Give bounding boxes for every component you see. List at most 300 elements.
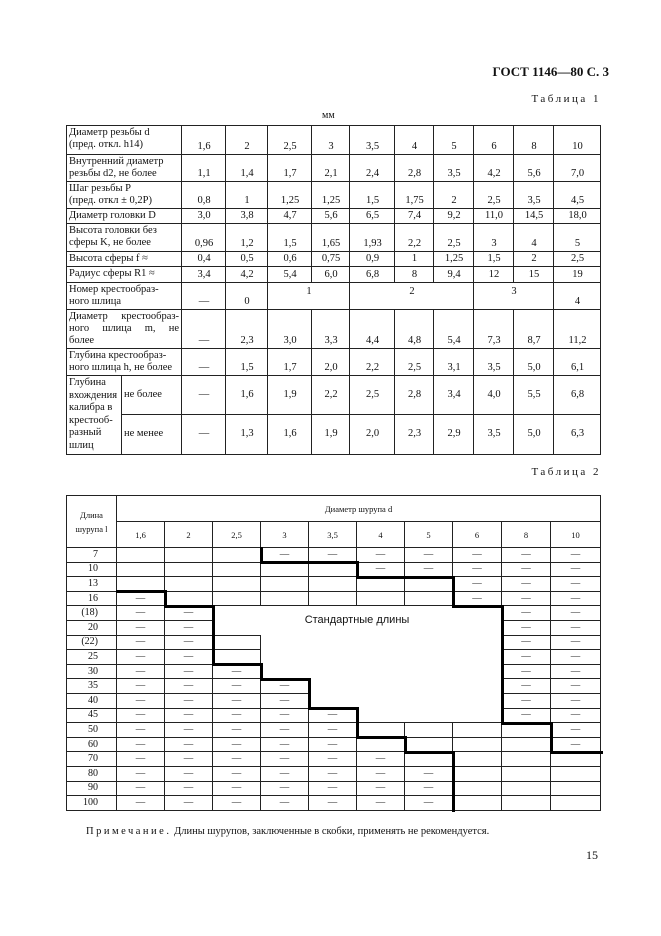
cell: 5,5 [514,376,554,415]
table-cell [405,635,453,650]
table-cell: — [117,796,165,811]
table-cell [405,591,453,606]
table-cell: — [551,737,601,752]
table-cell: — [453,591,502,606]
table1 [66,125,601,455]
cell: 1,93 [350,224,395,252]
row-d2 [67,155,601,182]
row-label: Радиус сферы R1 ≈ [67,267,182,283]
table-cell [309,577,357,592]
table-cell: — [502,577,551,592]
table-cell: — [309,781,357,796]
cell: 2 [226,126,268,155]
cell: 2,5 [434,224,474,252]
table-cell: — [405,548,453,563]
cell: 4,2 [474,155,514,182]
cell: 2,3 [395,415,434,454]
table-cell [357,737,405,752]
table-cell [502,781,551,796]
table-cell [213,635,261,650]
table-cell [405,577,453,592]
col-header: 6 [453,522,502,548]
cell: 0,75 [312,252,350,267]
note-prefix: Примечание. [86,826,172,837]
table-cell: — [165,635,213,650]
row-label: Высота сферы f ≈ [67,252,182,267]
table-row [67,562,601,577]
cell: 4 [514,224,554,252]
cell: 5,6 [514,155,554,182]
table-cell: — [165,650,213,665]
table-cell: — [213,708,261,723]
table-cell: — [117,664,165,679]
cell: 2,5 [395,349,434,376]
cell: 4 [395,126,434,155]
cell: 5,0 [514,415,554,454]
table2-caption: Таблица 2 [531,466,601,478]
table-cell: — [165,620,213,635]
table-cell: — [213,664,261,679]
table-cell: — [502,562,551,577]
table-cell: — [261,723,309,738]
row-D [67,209,601,224]
row-d [67,126,601,155]
cell: 2,5 [554,252,601,267]
row-R [67,267,601,283]
table-row [67,723,601,738]
note [86,826,489,837]
cell: 1 [226,182,268,209]
table-cell [165,548,213,563]
cell: 12 [474,267,514,283]
cell: 3,3 [312,310,350,349]
sub-label: не более [122,376,182,415]
cell: 3,8 [226,209,268,224]
cell: 4,7 [268,209,312,224]
cell: — [182,349,226,376]
row-m [67,310,601,349]
table-cell [502,796,551,811]
cell: 9,2 [434,209,474,224]
t2-header-top [67,496,601,522]
row-gauge-max [67,376,601,415]
col-header: 8 [502,522,551,548]
table-cell [551,752,601,767]
table-cell: — [453,577,502,592]
table-cell: — [502,650,551,665]
table-cell: — [551,635,601,650]
cell: 1 [395,252,434,267]
table-cell [453,796,502,811]
table-cell: — [165,606,213,621]
table-cell: — [165,796,213,811]
cell: 8,7 [514,310,554,349]
cell: 0,6 [268,252,312,267]
table-cell: — [117,752,165,767]
row-f [67,252,601,267]
length-cell: 16 [67,591,117,606]
table-row [67,650,601,665]
row-K [67,224,601,252]
table-cell [261,664,309,679]
cell: 6,1 [554,349,601,376]
table-cell [453,650,502,665]
table-cell: — [165,664,213,679]
table-cell [357,693,405,708]
cell: 8 [514,126,554,155]
cell: 3,4 [182,267,226,283]
row-label: Глубина крестообраз- ного шлица h, не более [67,349,182,376]
table-cell: — [117,679,165,694]
table-cell [357,635,405,650]
cell: 0,4 [182,252,226,267]
table-cell: — [405,766,453,781]
t2-header-cols [67,522,601,548]
table-cell: — [261,781,309,796]
length-header: Длина шурупа l [67,496,117,548]
table-cell: — [453,562,502,577]
table-cell: — [213,752,261,767]
cell: 11,2 [554,310,601,349]
page-header: ГОСТ 1146—80 С. 3 [492,64,609,79]
col-header: 4 [357,522,405,548]
cell: 3 [312,126,350,155]
cell: 6,0 [312,267,350,283]
table-cell: — [309,723,357,738]
cell: 1,7 [268,155,312,182]
table-row [67,577,601,592]
table-cell [213,548,261,563]
table-cell [405,737,453,752]
table-cell [309,679,357,694]
table-cell: — [309,796,357,811]
col-header: 10 [551,522,601,548]
table-cell: — [551,577,601,592]
cell: 1,1 [182,155,226,182]
cell: 2,5 [474,182,514,209]
cell: 2 [350,283,474,310]
table-cell [405,679,453,694]
length-cell: 35 [67,679,117,694]
gauge-label: Глубина вхождения калибра в крестооб- разный шлиц [67,376,122,455]
cell: 5,6 [312,209,350,224]
col-header: 1,6 [117,522,165,548]
row-label: Шаг резьбы P (пред. откл ± 0,2P) [67,182,182,209]
table-cell [357,664,405,679]
length-cell: (18) [67,606,117,621]
table-cell: — [357,796,405,811]
cell: 1,5 [350,182,395,209]
cell: 0,96 [182,224,226,252]
table-cell: — [213,737,261,752]
cell: 6 [474,126,514,155]
table1-unit: мм [322,110,335,121]
table-cell [261,635,309,650]
table-cell [117,548,165,563]
table-cell: — [261,693,309,708]
cell: 2 [514,252,554,267]
cell: 1,65 [312,224,350,252]
cell: 1,9 [268,376,312,415]
table-row [67,635,601,650]
cell: 2,4 [350,155,395,182]
length-cell: (22) [67,635,117,650]
table-cell: — [357,752,405,767]
table-row [67,693,601,708]
cell: 2,8 [395,376,434,415]
table-cell [405,650,453,665]
cell: 18,0 [554,209,601,224]
table-cell [551,766,601,781]
table-cell: — [261,548,309,563]
cell: 2,8 [395,155,434,182]
table-cell [261,562,309,577]
cell: 2,9 [434,415,474,454]
table-cell [453,723,502,738]
cell: 1,5 [268,224,312,252]
table-cell: — [117,650,165,665]
cell: 2,5 [350,376,395,415]
cell: 2,5 [268,126,312,155]
table-cell: — [117,766,165,781]
table-cell [453,679,502,694]
length-cell: 20 [67,620,117,635]
table-cell [117,562,165,577]
table-cell: — [165,781,213,796]
table-cell [453,737,502,752]
table-cell: — [309,766,357,781]
table-cell [405,752,453,767]
table-cell: — [502,548,551,563]
table-cell: — [165,752,213,767]
cell: 2,3 [226,310,268,349]
cell: 5 [434,126,474,155]
cell: 1,6 [182,126,226,155]
table-row [67,752,601,767]
table-cell [261,591,309,606]
cell: 6,8 [554,376,601,415]
table-cell: — [213,766,261,781]
cell: 2,2 [395,224,434,252]
cell: 6,5 [350,209,395,224]
cell: 1,4 [226,155,268,182]
table-row [67,796,601,811]
cell: 3,5 [350,126,395,155]
cell: 3,5 [514,182,554,209]
table-cell: — [117,620,165,635]
table-cell: — [117,737,165,752]
length-cell: 7 [67,548,117,563]
cell: 0,8 [182,182,226,209]
cell: 1 [268,283,350,310]
table-row [67,708,601,723]
cell: 2,0 [350,415,395,454]
table-row [67,591,601,606]
table-cell: — [165,708,213,723]
length-cell: 40 [67,693,117,708]
cell: 14,5 [514,209,554,224]
table-cell: — [551,650,601,665]
length-cell: 100 [67,796,117,811]
table2 [66,495,601,811]
table-cell [502,752,551,767]
length-cell: 10 [67,562,117,577]
table-cell: — [213,679,261,694]
table-cell [551,781,601,796]
table-cell: — [502,620,551,635]
table-cell [357,723,405,738]
cell: 4 [554,283,601,310]
cell: 7,0 [554,155,601,182]
table-cell: — [551,606,601,621]
cell: 4,5 [554,182,601,209]
col-header: 2 [165,522,213,548]
table-cell: — [551,723,601,738]
table-cell: — [309,752,357,767]
table-cell: — [117,635,165,650]
row-label: Диаметр крестообраз- ного шлица m, не более [67,310,182,349]
table-cell: — [357,766,405,781]
table-cell [453,766,502,781]
table-cell: — [502,679,551,694]
table-cell: — [165,737,213,752]
table-cell: — [551,620,601,635]
table-cell [453,752,502,767]
length-cell: 70 [67,752,117,767]
cell: 2,2 [312,376,350,415]
cell: 8 [395,267,434,283]
col-header: 3,5 [309,522,357,548]
row-slot [67,283,601,310]
table-cell [502,723,551,738]
table-cell: — [261,796,309,811]
diameter-header: Диаметр шурупа d [117,496,601,522]
table-cell: — [261,737,309,752]
table-cell: — [261,708,309,723]
table-cell [405,708,453,723]
cell: 4,2 [226,267,268,283]
cell: 2,1 [312,155,350,182]
row-gauge-min [67,415,601,454]
table-cell: — [261,752,309,767]
table-cell [309,693,357,708]
sub-label: не менее [122,415,182,454]
cell: 3 [474,224,514,252]
cell: 9,4 [434,267,474,283]
table-cell [405,693,453,708]
cell: 1,7 [268,349,312,376]
cell: 1,6 [226,376,268,415]
table-cell: — [165,723,213,738]
cell: 0,9 [350,252,395,267]
cell: 3,0 [182,209,226,224]
table1-caption: Таблица 1 [531,93,601,105]
table-cell: — [213,796,261,811]
table-cell [453,781,502,796]
length-cell: 90 [67,781,117,796]
table-row [67,781,601,796]
cell: 15 [514,267,554,283]
row-p [67,182,601,209]
cell: 7,3 [474,310,514,349]
cell: 2,0 [312,349,350,376]
table-cell: — [117,723,165,738]
row-h [67,349,601,376]
cell: 5,4 [434,310,474,349]
cell: 3,5 [474,349,514,376]
table-row [67,737,601,752]
table-cell [357,650,405,665]
table-cell: — [213,723,261,738]
cell: 1,25 [434,252,474,267]
table-cell [261,650,309,665]
cell: — [182,310,226,349]
cell: 1,5 [226,349,268,376]
table-cell: — [502,693,551,708]
table-cell [453,664,502,679]
table-cell [357,708,405,723]
table-row [67,606,601,621]
cell: 3,4 [434,376,474,415]
table-cell [309,562,357,577]
table-cell [551,796,601,811]
table-cell [261,577,309,592]
table-cell: — [309,548,357,563]
cell: 2 [434,182,474,209]
col-header: 5 [405,522,453,548]
cell: 4,0 [474,376,514,415]
cell: 1,25 [268,182,312,209]
table-cell: — [165,693,213,708]
cell: 6,8 [350,267,395,283]
cell: 11,0 [474,209,514,224]
table-cell: — [165,766,213,781]
table-cell: — [502,606,551,621]
table-cell [309,664,357,679]
table-cell: — [405,562,453,577]
note-text: Длины шурупов, заключенные в скобки, применять не рекомендуется. [174,826,490,837]
length-cell: 50 [67,723,117,738]
table-cell [213,577,261,592]
table-cell [165,591,213,606]
length-cell: 25 [67,650,117,665]
table-cell: — [357,562,405,577]
table-cell [453,708,502,723]
row-label: Диаметр резьбы d (пред. откл. h14) [67,126,182,155]
table-cell [357,591,405,606]
cell: 1,6 [268,415,312,454]
row-label: Диаметр головки D [67,209,182,224]
table-cell: — [213,693,261,708]
cell: 3,0 [268,310,312,349]
table-row [67,664,601,679]
table-cell [502,737,551,752]
table-cell: — [117,693,165,708]
table-cell: — [502,708,551,723]
row-label: Номер крестообраз- ного шлица [67,283,182,310]
table-cell: — [261,766,309,781]
page-number: 15 [586,848,598,862]
table-cell: — [551,679,601,694]
table-cell: — [405,781,453,796]
cell: 0,5 [226,252,268,267]
table-cell [502,766,551,781]
cell: 2,2 [350,349,395,376]
cell: 3,1 [434,349,474,376]
table-cell: — [551,664,601,679]
cell: 7,4 [395,209,434,224]
table-cell: — [117,591,165,606]
